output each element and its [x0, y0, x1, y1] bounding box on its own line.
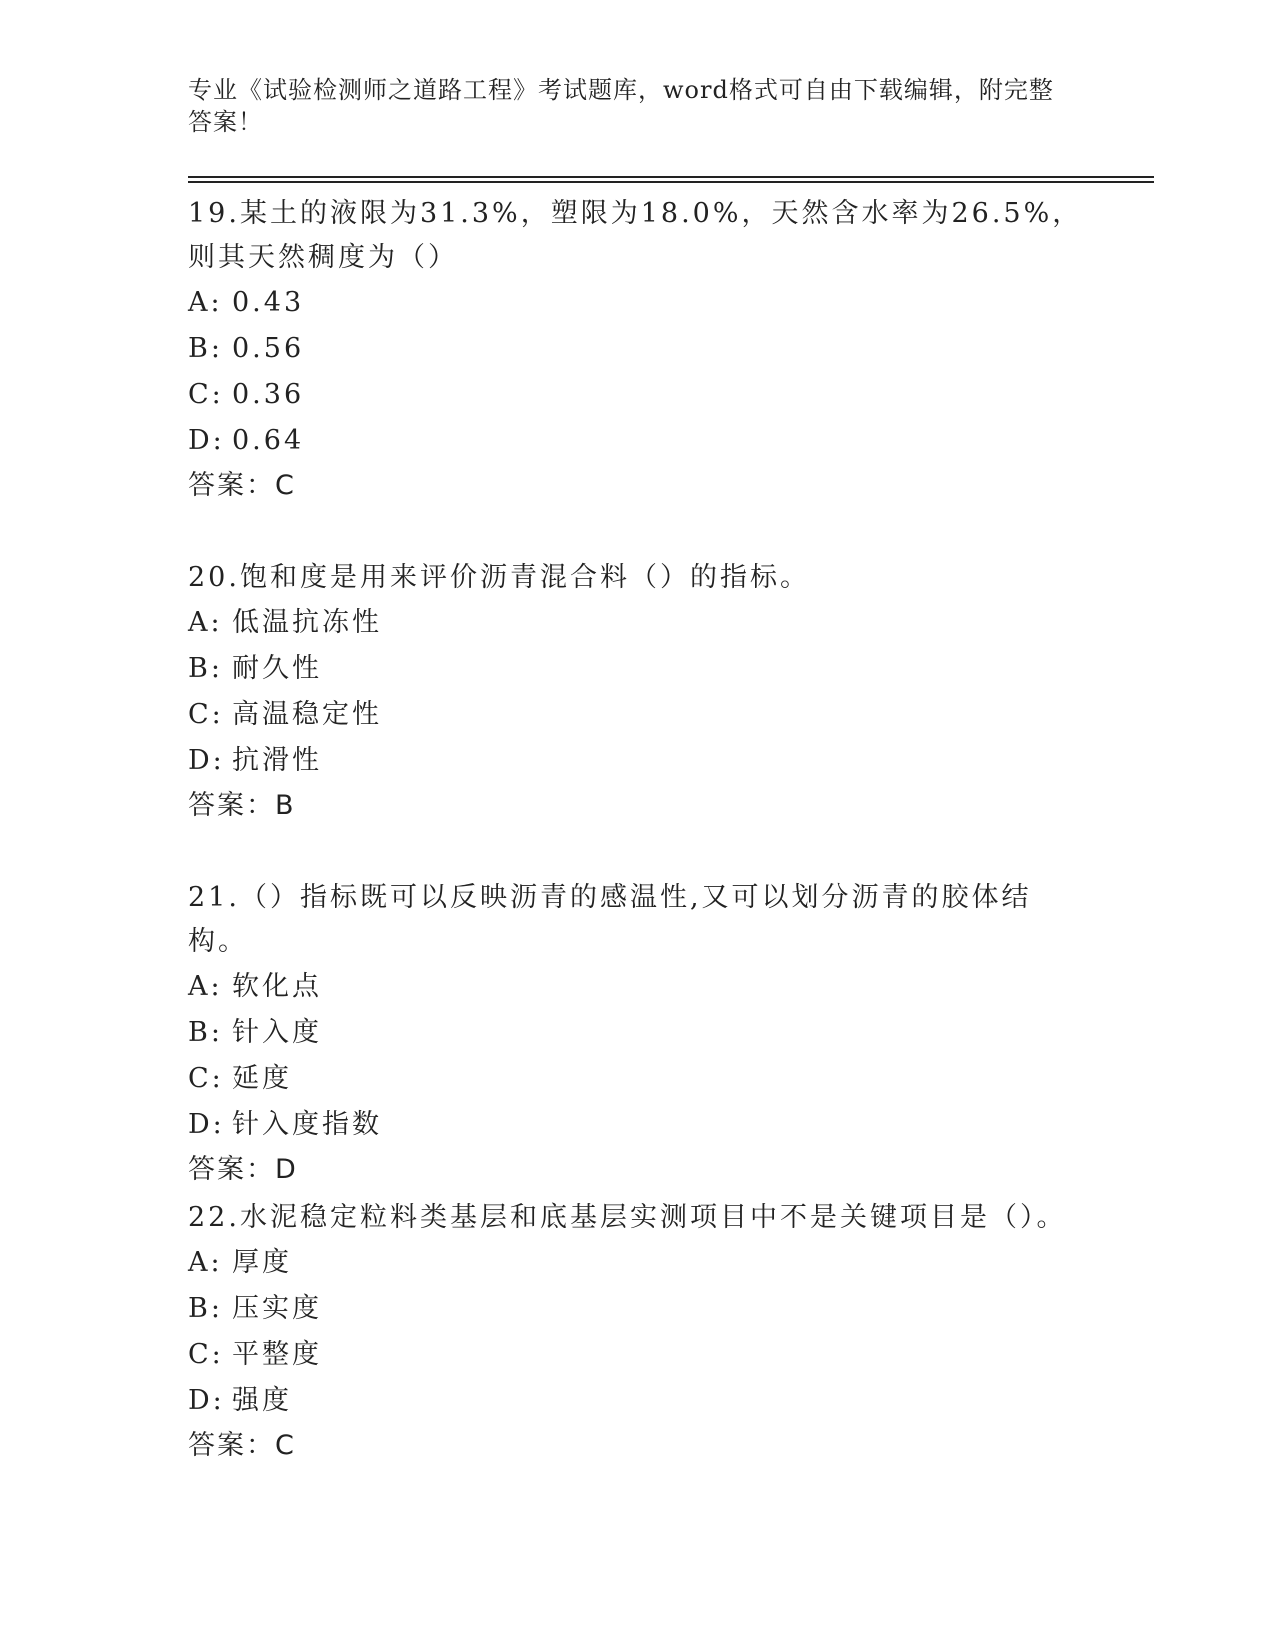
option-text: 厚度 [232, 1247, 292, 1278]
question-19 [188, 192, 1088, 508]
header-divider-top [188, 176, 1154, 178]
option-a [188, 1240, 1088, 1286]
option-text: 0.36 [232, 379, 305, 410]
option-d [188, 418, 1088, 464]
option-b [188, 1010, 1088, 1056]
question-stem: 21.（）指标既可以反映沥青的感温性,又可以划分沥青的胶体结构。 [188, 882, 1032, 957]
option-a [188, 600, 1088, 646]
option-a [188, 280, 1088, 326]
option-key: A: [188, 607, 223, 638]
option-key: B: [188, 333, 223, 364]
option-key: C: [188, 699, 224, 730]
option-key: C: [188, 1339, 224, 1370]
option-a [188, 964, 1088, 1010]
option-key: D: [188, 1385, 225, 1416]
document-intro: 专业《试验检测师之道路工程》考试题库，word格式可自由下载编辑，附完整答案！ [188, 76, 1054, 136]
option-key: D: [188, 1109, 225, 1140]
question-22 [188, 1196, 1088, 1468]
option-key: B: [188, 1017, 223, 1048]
answer-text: 答案：B [188, 790, 296, 821]
option-d [188, 1378, 1088, 1424]
option-text: 0.56 [232, 333, 305, 364]
answer-text: 答案：C [188, 470, 296, 501]
question-stem: 22.水泥稳定粒料类基层和底基层实测项目中不是关键项目是（）。 [188, 1202, 1067, 1233]
option-c [188, 1332, 1088, 1378]
header-divider-bottom [188, 181, 1154, 183]
option-key: A: [188, 287, 223, 318]
option-text: 抗滑性 [232, 745, 322, 776]
question-21 [188, 876, 1088, 1192]
option-key: D: [188, 745, 225, 776]
answer-text: 答案：D [188, 1154, 298, 1185]
option-text: 软化点 [232, 971, 322, 1002]
option-text: 针入度指数 [232, 1109, 382, 1140]
option-key: C: [188, 1063, 224, 1094]
option-text: 低温抗冻性 [232, 607, 382, 638]
option-key: A: [188, 1247, 223, 1278]
option-key: D: [188, 425, 225, 456]
question-20 [188, 556, 1088, 828]
option-d [188, 738, 1088, 784]
question-stem: 20.饱和度是用来评价沥青混合料（）的指标。 [188, 562, 810, 593]
option-d [188, 1102, 1088, 1148]
option-text: 延度 [232, 1063, 292, 1094]
option-text: 平整度 [232, 1339, 322, 1370]
option-b [188, 326, 1088, 372]
option-text: 强度 [232, 1385, 292, 1416]
option-text: 高温稳定性 [232, 699, 382, 730]
option-text: 针入度 [232, 1017, 322, 1048]
option-text: 压实度 [232, 1293, 322, 1324]
option-c [188, 372, 1088, 418]
option-b [188, 1286, 1088, 1332]
option-c [188, 692, 1088, 738]
option-key: C: [188, 379, 224, 410]
option-text: 耐久性 [232, 653, 322, 684]
option-key: A: [188, 971, 223, 1002]
option-key: B: [188, 653, 223, 684]
option-text: 0.43 [232, 287, 305, 318]
option-text: 0.64 [232, 425, 305, 456]
option-c [188, 1056, 1088, 1102]
answer-text: 答案：C [188, 1430, 296, 1461]
option-b [188, 646, 1088, 692]
option-key: B: [188, 1293, 223, 1324]
question-stem: 19.某土的液限为31.3%，塑限为18.0%，天然含水率为26.5%，则其天然稠度为（） [188, 198, 1083, 273]
